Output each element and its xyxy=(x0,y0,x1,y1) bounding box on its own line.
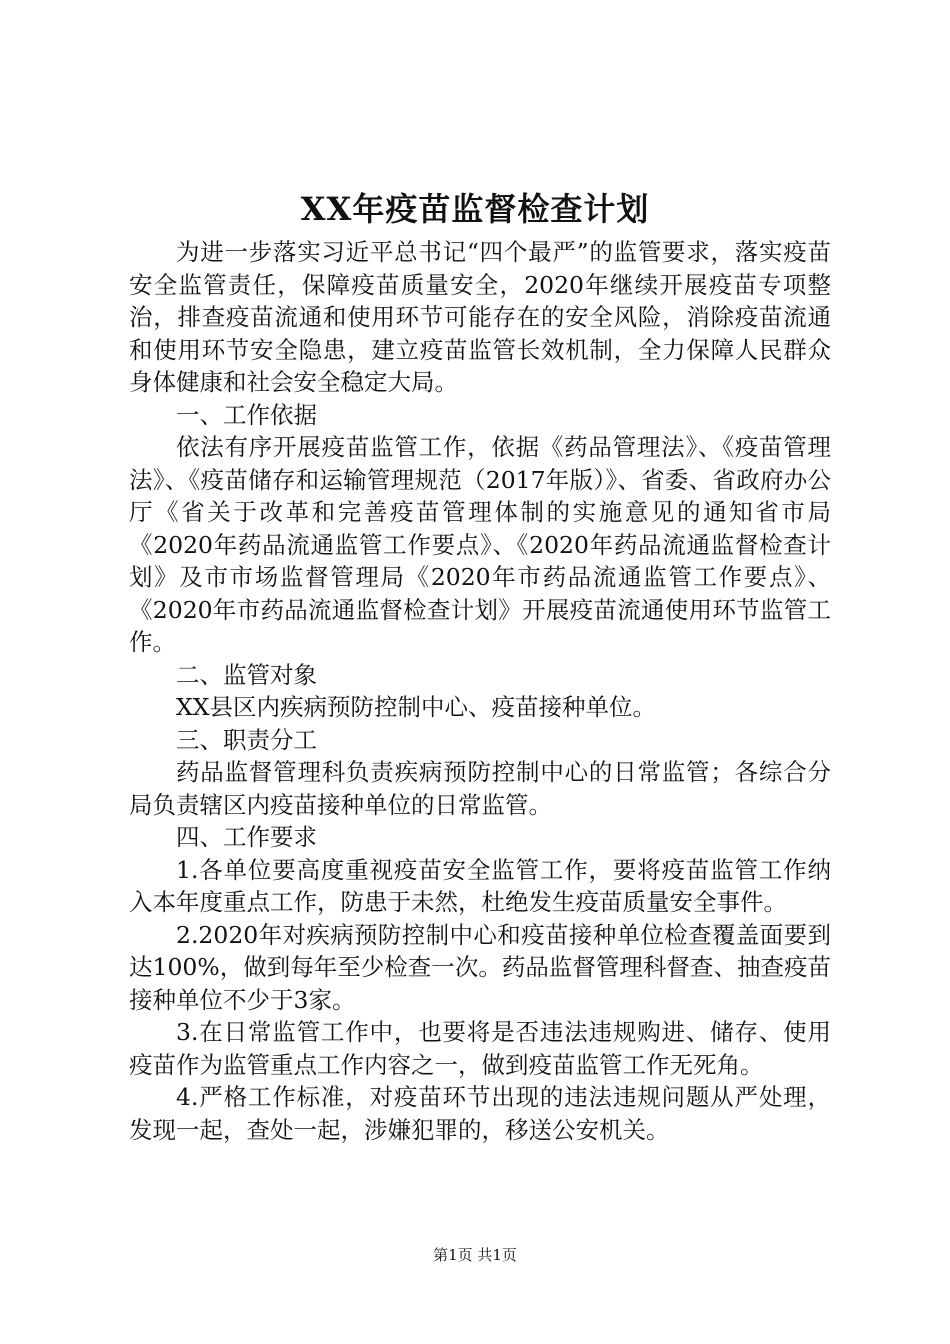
section-heading-targets: 二、监管对象 xyxy=(176,660,317,689)
section-heading-basis: 一、工作依据 xyxy=(176,400,317,429)
intro-paragraph: 为进一步落实习近平总书记“四个最严”的监管要求，落实疫苗安全监管责任，保障疫苗质量安全，2020年继续开展疫苗专项整治，排查疫苗流通和使用环节可能存在的安全风险，消除疫苗流通和使用环节安全隐患，建立疫苗监管长效机制，全力保障人民群众身体健康和社会安全稳定大局。 xyxy=(129,238,831,396)
requirement-item-3: 3.在日常监管工作中，也要将是否违法违规购进、储存、使用疫苗作为监管重点工作内容之一，做到疫苗监管工作无死角。 xyxy=(129,1018,831,1079)
section-heading-duties: 三、职责分工 xyxy=(176,725,317,754)
requirement-item-4: 4.严格工作标准，对疫苗环节出现的违法违规问题从严处理，发现一起，查处一起，涉嫌犯罪的，移送公安机关。 xyxy=(129,1083,831,1144)
basis-paragraph: 依法有序开展疫苗监管工作，依据《药品管理法》、《疫苗管理法》、《疫苗储存和运输管理规范（2017年版）》、省委、省政府办公厅《省关于改革和完善疫苗管理体制的实施意见的通知省市局《2020年药品流通监管工作要点》、《2020年药品流通监督检查计划》及市市场监督管理局《2020年市药品流通监管工作要点》、《2020年市药品流通监督检查计划》开展疫苗流通使用环节监管工作。 xyxy=(129,433,831,656)
section-heading-requirements: 四、工作要求 xyxy=(176,823,317,851)
duties-paragraph: 药品监督管理科负责疾病预防控制中心的日常监管；各综合分局负责辖区内疫苗接种单位的日常监管。 xyxy=(129,758,831,819)
page-footer: 第1页 共1页 xyxy=(433,1246,517,1264)
document-body xyxy=(129,236,831,1146)
targets-paragraph: XX县区内疾病预防控制中心、疫苗接种单位。 xyxy=(176,693,656,721)
document-title: XX年疫苗监督检查计划 xyxy=(300,190,650,228)
requirement-item-1: 1.各单位要高度重视疫苗安全监管工作，要将疫苗监管工作纳入本年度重点工作，防患于未然，杜绝发生疫苗质量安全事件。 xyxy=(129,855,831,916)
requirement-item-2: 2.2020年对疾病预防控制中心和疫苗接种单位检查覆盖面要到达100%，做到每年至少检查一次。药品监督管理科督查、抽查疫苗接种单位不少于3家。 xyxy=(129,920,831,1014)
